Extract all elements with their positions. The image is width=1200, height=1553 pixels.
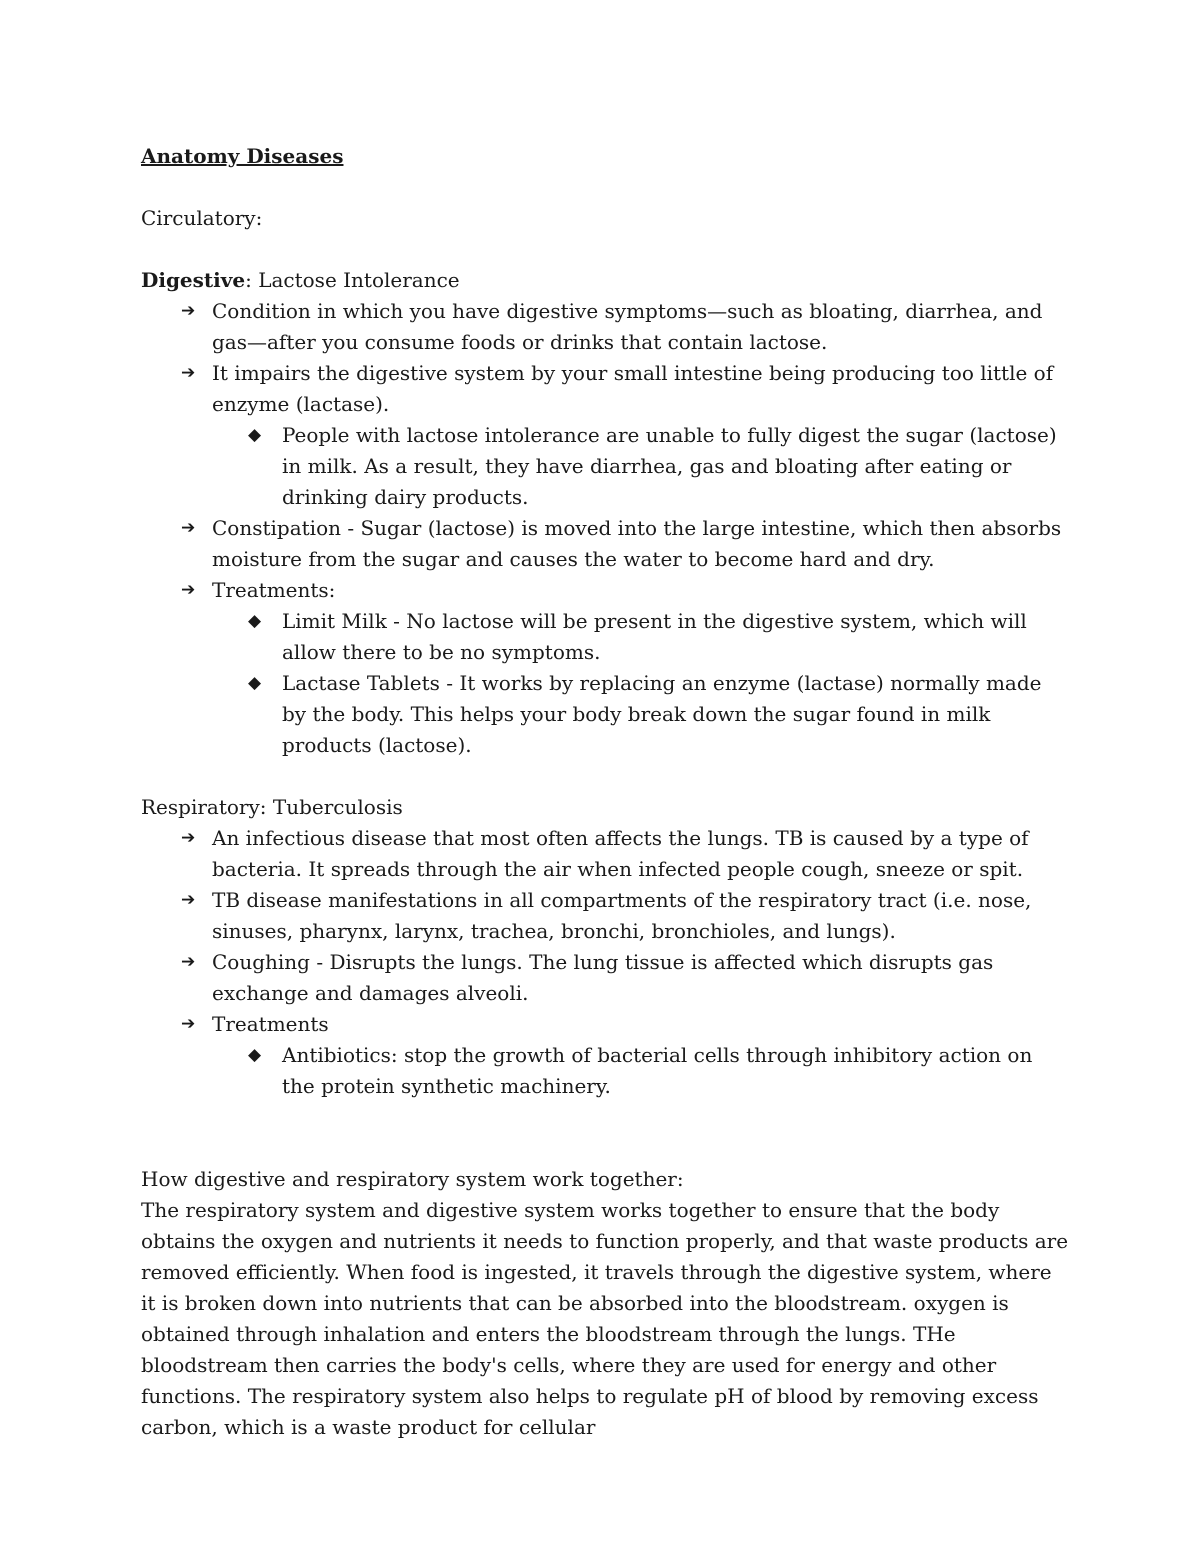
sub-list-item-text: Limit Milk - No lactose will be present in the digestive system, which will allow there to be no symptoms. xyxy=(282,609,1027,664)
digestive-list xyxy=(141,296,1071,761)
spacer xyxy=(141,172,1071,203)
spacer xyxy=(141,761,1071,792)
sub-list-item-text: Lactase Tablets - It works by replacing an enzyme (lactase) normally made by the body. This helps your body break down the sugar found in milk products (lactose). xyxy=(282,671,1042,757)
list-item xyxy=(141,1009,1071,1102)
arrow-bullet-icon: ➔ xyxy=(181,1014,196,1034)
document-body xyxy=(141,141,1071,1443)
list-item-text: Treatments: xyxy=(212,578,336,602)
digestive-heading-disease: : Lactose Intolerance xyxy=(245,268,460,292)
list-item-text: Treatments xyxy=(212,1012,329,1036)
sub-list xyxy=(212,606,1071,761)
arrow-bullet-icon: ➔ xyxy=(181,580,196,600)
circulatory-heading: Circulatory: xyxy=(141,206,263,230)
spacer xyxy=(141,1102,1071,1133)
digestive-heading xyxy=(141,265,1071,296)
list-item xyxy=(141,358,1071,513)
sub-list-item xyxy=(212,606,1071,668)
list-item xyxy=(141,296,1071,358)
arrow-bullet-icon: ➔ xyxy=(181,518,196,538)
sub-list-item xyxy=(212,1040,1071,1102)
arrow-bullet-icon: ➔ xyxy=(181,890,196,910)
list-item xyxy=(141,885,1071,947)
spacer xyxy=(141,1133,1071,1164)
spacer xyxy=(141,234,1071,265)
list-item xyxy=(141,575,1071,761)
arrow-bullet-icon: ➔ xyxy=(181,952,196,972)
arrow-bullet-icon: ➔ xyxy=(181,301,196,321)
together-paragraph: The respiratory system and digestive system works together to ensure that the body obtains the oxygen and nutrients it needs to function properly, and that waste products are removed efficiently. When food is ingested, it travels through the digestive system, where it is broken down into nutrients that can be absorbed into the bloodstream. oxygen is obtained through inhalation and enters the bloodstream through the lungs. THe bloodstream then carries the body's cells, where they are used for energy and other functions. The respiratory system also helps to regulate pH of blood by removing excess carbon, which is a waste product for cellular xyxy=(141,1198,1069,1439)
sub-list-item xyxy=(212,420,1071,513)
digestive-heading-label: Digestive xyxy=(141,268,246,292)
sub-list-item xyxy=(212,668,1071,761)
together-heading: How digestive and respiratory system work together: xyxy=(141,1167,684,1191)
list-item xyxy=(141,823,1071,885)
list-item xyxy=(141,947,1071,1009)
list-item-text: An infectious disease that most often affects the lungs. TB is caused by a type of bacteria. It spreads through the air when infected people cough, sneeze or spit. xyxy=(212,826,1029,881)
diamond-bullet-icon: ◆ xyxy=(248,611,262,631)
list-item xyxy=(141,513,1071,575)
list-item-text: Constipation - Sugar (lactose) is moved into the large intestine, which then absorbs moisture from the sugar and causes the water to become hard and dry. xyxy=(212,516,1062,571)
diamond-bullet-icon: ◆ xyxy=(248,1045,262,1065)
diamond-bullet-icon: ◆ xyxy=(248,673,262,693)
arrow-bullet-icon: ➔ xyxy=(181,828,196,848)
sub-list-item-text: Antibiotics: stop the growth of bacterial cells through inhibitory action on the protein synthetic machinery. xyxy=(282,1043,1033,1098)
document-title: Anatomy Diseases xyxy=(141,144,344,168)
respiratory-list xyxy=(141,823,1071,1102)
diamond-bullet-icon: ◆ xyxy=(248,425,262,445)
sub-list xyxy=(212,420,1071,513)
arrow-bullet-icon: ➔ xyxy=(181,363,196,383)
sub-list-item-text: People with lactose intolerance are unable to fully digest the sugar (lactose) in milk. As a result, they have diarrhea, gas and bloating after eating or drinking dairy products. xyxy=(282,423,1057,509)
list-item-text: TB disease manifestations in all compartments of the respiratory tract (i.e. nose, sinuses, pharynx, larynx, trachea, bronchi, bronchioles, and lungs). xyxy=(212,888,1032,943)
list-item-text: Coughing - Disrupts the lungs. The lung tissue is affected which disrupts gas exchange and damages alveoli. xyxy=(212,950,994,1005)
list-item-text: Condition in which you have digestive symptoms—such as bloating, diarrhea, and gas—after you consume foods or drinks that contain lactose. xyxy=(212,299,1043,354)
sub-list xyxy=(212,1040,1071,1102)
respiratory-heading: Respiratory: Tuberculosis xyxy=(141,795,403,819)
list-item-text: It impairs the digestive system by your small intestine being producing too little of enzyme (lactase). xyxy=(212,361,1054,416)
